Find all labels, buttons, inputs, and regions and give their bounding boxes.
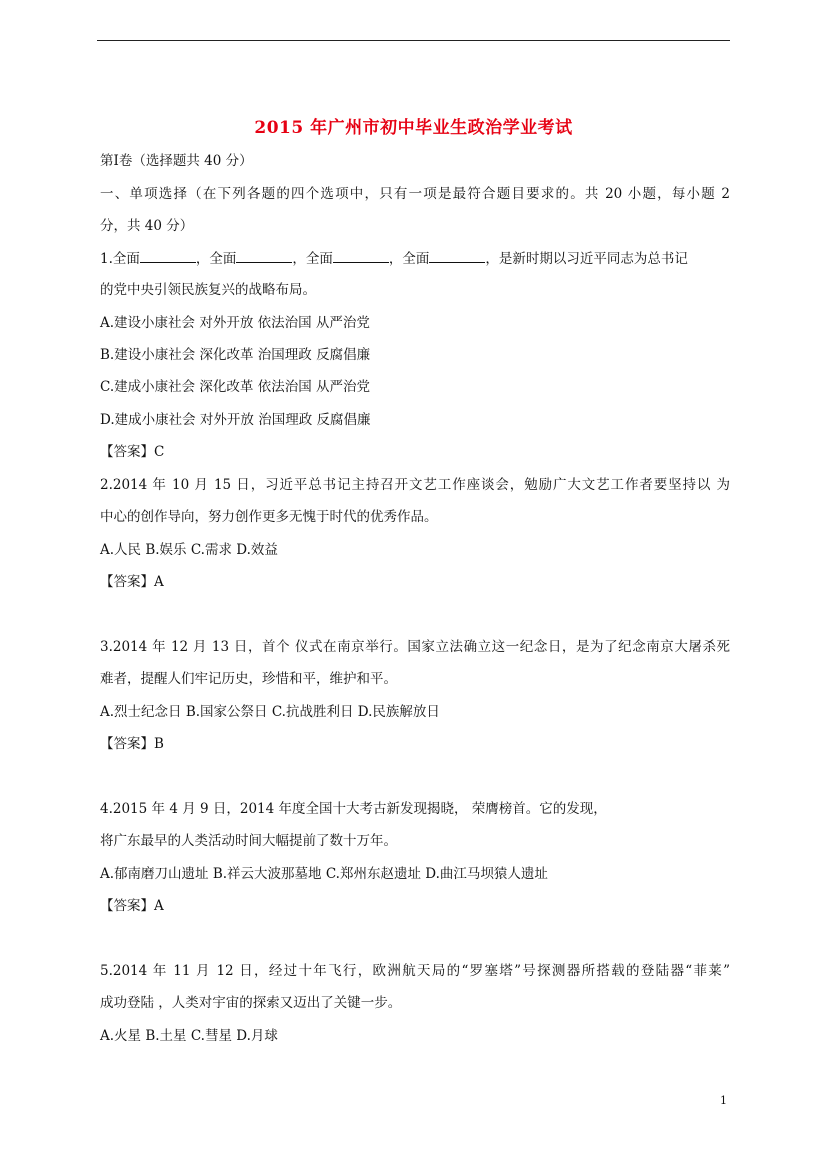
question-1-line-1: [100, 248, 730, 269]
instructions-line-2: 分，共 40 分）: [100, 218, 194, 234]
question-5-line-2: 成功登陆 ，人类对宇宙的探索又迈出了关键一步。: [100, 995, 402, 1011]
page-number: 1: [720, 1094, 727, 1107]
q1-option-a: A.建设小康社会 对外开放 依法治国 从严治党: [100, 315, 370, 331]
header-rule: [97, 40, 730, 41]
question-5-line-1: 5.2014 年 11 月 12 日，经过十年飞行，欧洲航天局的“罗塞塔”号探测器所搭载的登陆器“菲莱”: [100, 963, 730, 979]
question-2-line-1: 2.2014 年 10 月 15 日，习近平总书记主持召开文艺工作座谈会，勉励广大文艺工作者要坚持以 为: [100, 477, 730, 493]
question-2-line-2: 中心的创作导向，努力创作更多无愧于时代的优秀作品。: [100, 509, 438, 525]
document-title: 2015 年广州市初中毕业生政治学业考试: [254, 118, 573, 138]
q1-text-2: ，全面: [195, 251, 237, 267]
q2-answer: 【答案】A: [100, 574, 164, 590]
question-4-line-2: 将广东最早的人类活动时间大幅提前了数十万年。: [100, 833, 397, 849]
q1-option-b: B.建设小康社会 深化改革 治国理政 反腐倡廉: [100, 347, 371, 363]
q1-text-1: 1.全面: [100, 251, 140, 267]
q4-answer: 【答案】A: [100, 898, 164, 914]
fill-blank-2: [236, 248, 292, 263]
question-1-line-2: 的党中央引领民族复兴的战略布局。: [100, 282, 316, 298]
q4-options: A.郁南磨刀山遗址 B.祥云大波那墓地 C.郑州东赵遗址 D.曲江马坝猿人遗址: [100, 866, 548, 882]
q3-options: A.烈士纪念日 B.国家公祭日 C.抗战胜利日 D.民族解放日: [100, 704, 440, 720]
q3-answer: 【答案】B: [100, 736, 164, 752]
q1-text-4: ，全面: [388, 251, 430, 267]
fill-blank-3: [333, 248, 389, 263]
question-3-line-2: 难者，提醒人们牢记历史，珍惜和平，维护和平。: [100, 671, 397, 687]
q2-options: A.人民 B.娱乐 C.需求 D.效益: [100, 542, 278, 558]
q5-options: A.火星 B.土星 C.彗星 D.月球: [100, 1028, 278, 1044]
q1-answer: 【答案】C: [100, 444, 165, 460]
fill-blank-4: [429, 248, 485, 263]
instructions-line-1: 一、单项选择（在下列各题的四个选项中，只有一项是最符合题目要求的。共 20 小题，每小题 2: [100, 186, 730, 202]
question-3-line-1: 3.2014 年 12 月 13 日，首个 仪式在南京举行。国家立法确立这一纪念日，是为了纪念南京大屠杀死: [100, 639, 730, 655]
section-heading: 第Ⅰ卷（选择题共 40 分）: [100, 153, 253, 169]
q1-text-5: ，是新时期以习近平同志为总书记: [485, 251, 688, 267]
q1-option-d: D.建成小康社会 对外开放 治国理政 反腐倡廉: [100, 412, 371, 428]
q1-text-3: ，全面: [292, 251, 333, 267]
question-4-line-1: 4.2015 年 4 月 9 日，2014 年度全国十大考古新发现揭晓， 荣膺榜首。它的发现，: [100, 801, 607, 817]
fill-blank-1: [140, 248, 196, 263]
q1-option-c: C.建成小康社会 深化改革 依法治国 从严治党: [100, 379, 371, 395]
